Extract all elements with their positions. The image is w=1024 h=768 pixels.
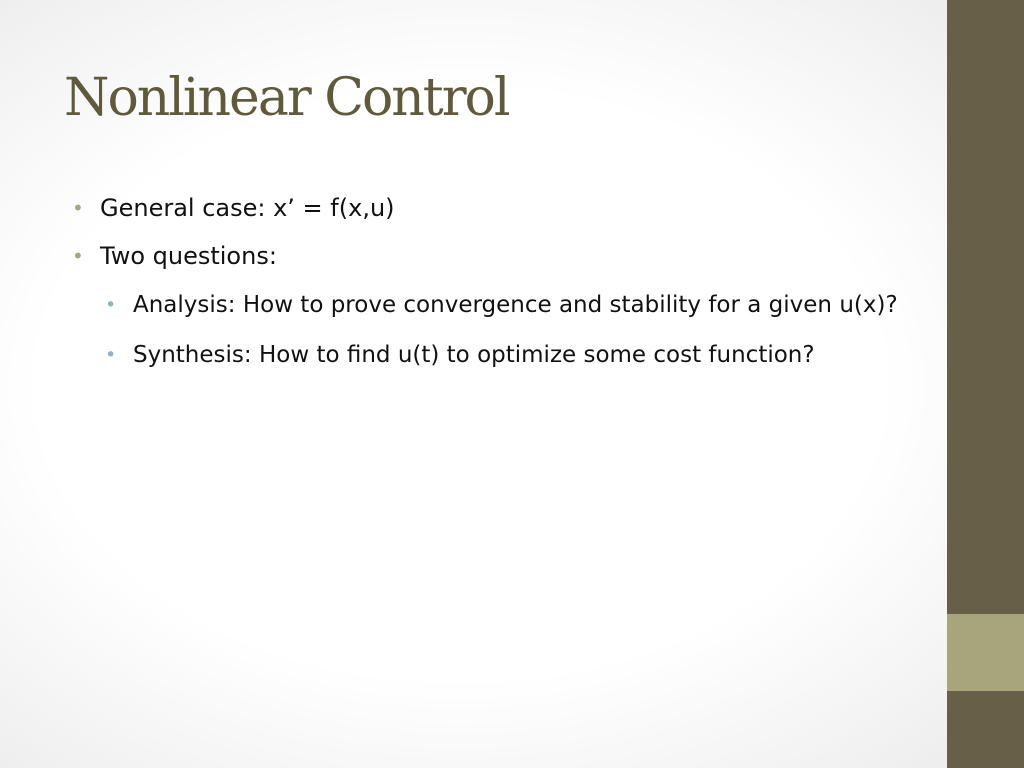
sidebar-band: [947, 0, 1024, 768]
bullet-item: [72, 236, 902, 276]
bullet-dot-icon: •: [105, 344, 117, 366]
bullet-dot-icon: •: [72, 196, 84, 220]
bullet-text: Two questions:: [100, 242, 277, 270]
bullet-dot-icon: •: [105, 294, 117, 316]
sub-bullet-item: [105, 284, 902, 326]
sub-bullet-text: Analysis: How to prove convergence and stability for a given u(x)?: [133, 292, 898, 318]
sidebar-accent-block: [947, 614, 1024, 691]
bullet-text: General case: x’ = f(x,u): [100, 194, 395, 222]
sub-bullet-item: [105, 334, 902, 376]
slide-body: [72, 188, 902, 384]
sub-bullet-text: Synthesis: How to find u(t) to optimize some cost function?: [133, 342, 815, 368]
bullet-dot-icon: •: [72, 244, 84, 268]
slide-title: Nonlinear Control: [64, 68, 509, 128]
bullet-item: [72, 188, 902, 228]
